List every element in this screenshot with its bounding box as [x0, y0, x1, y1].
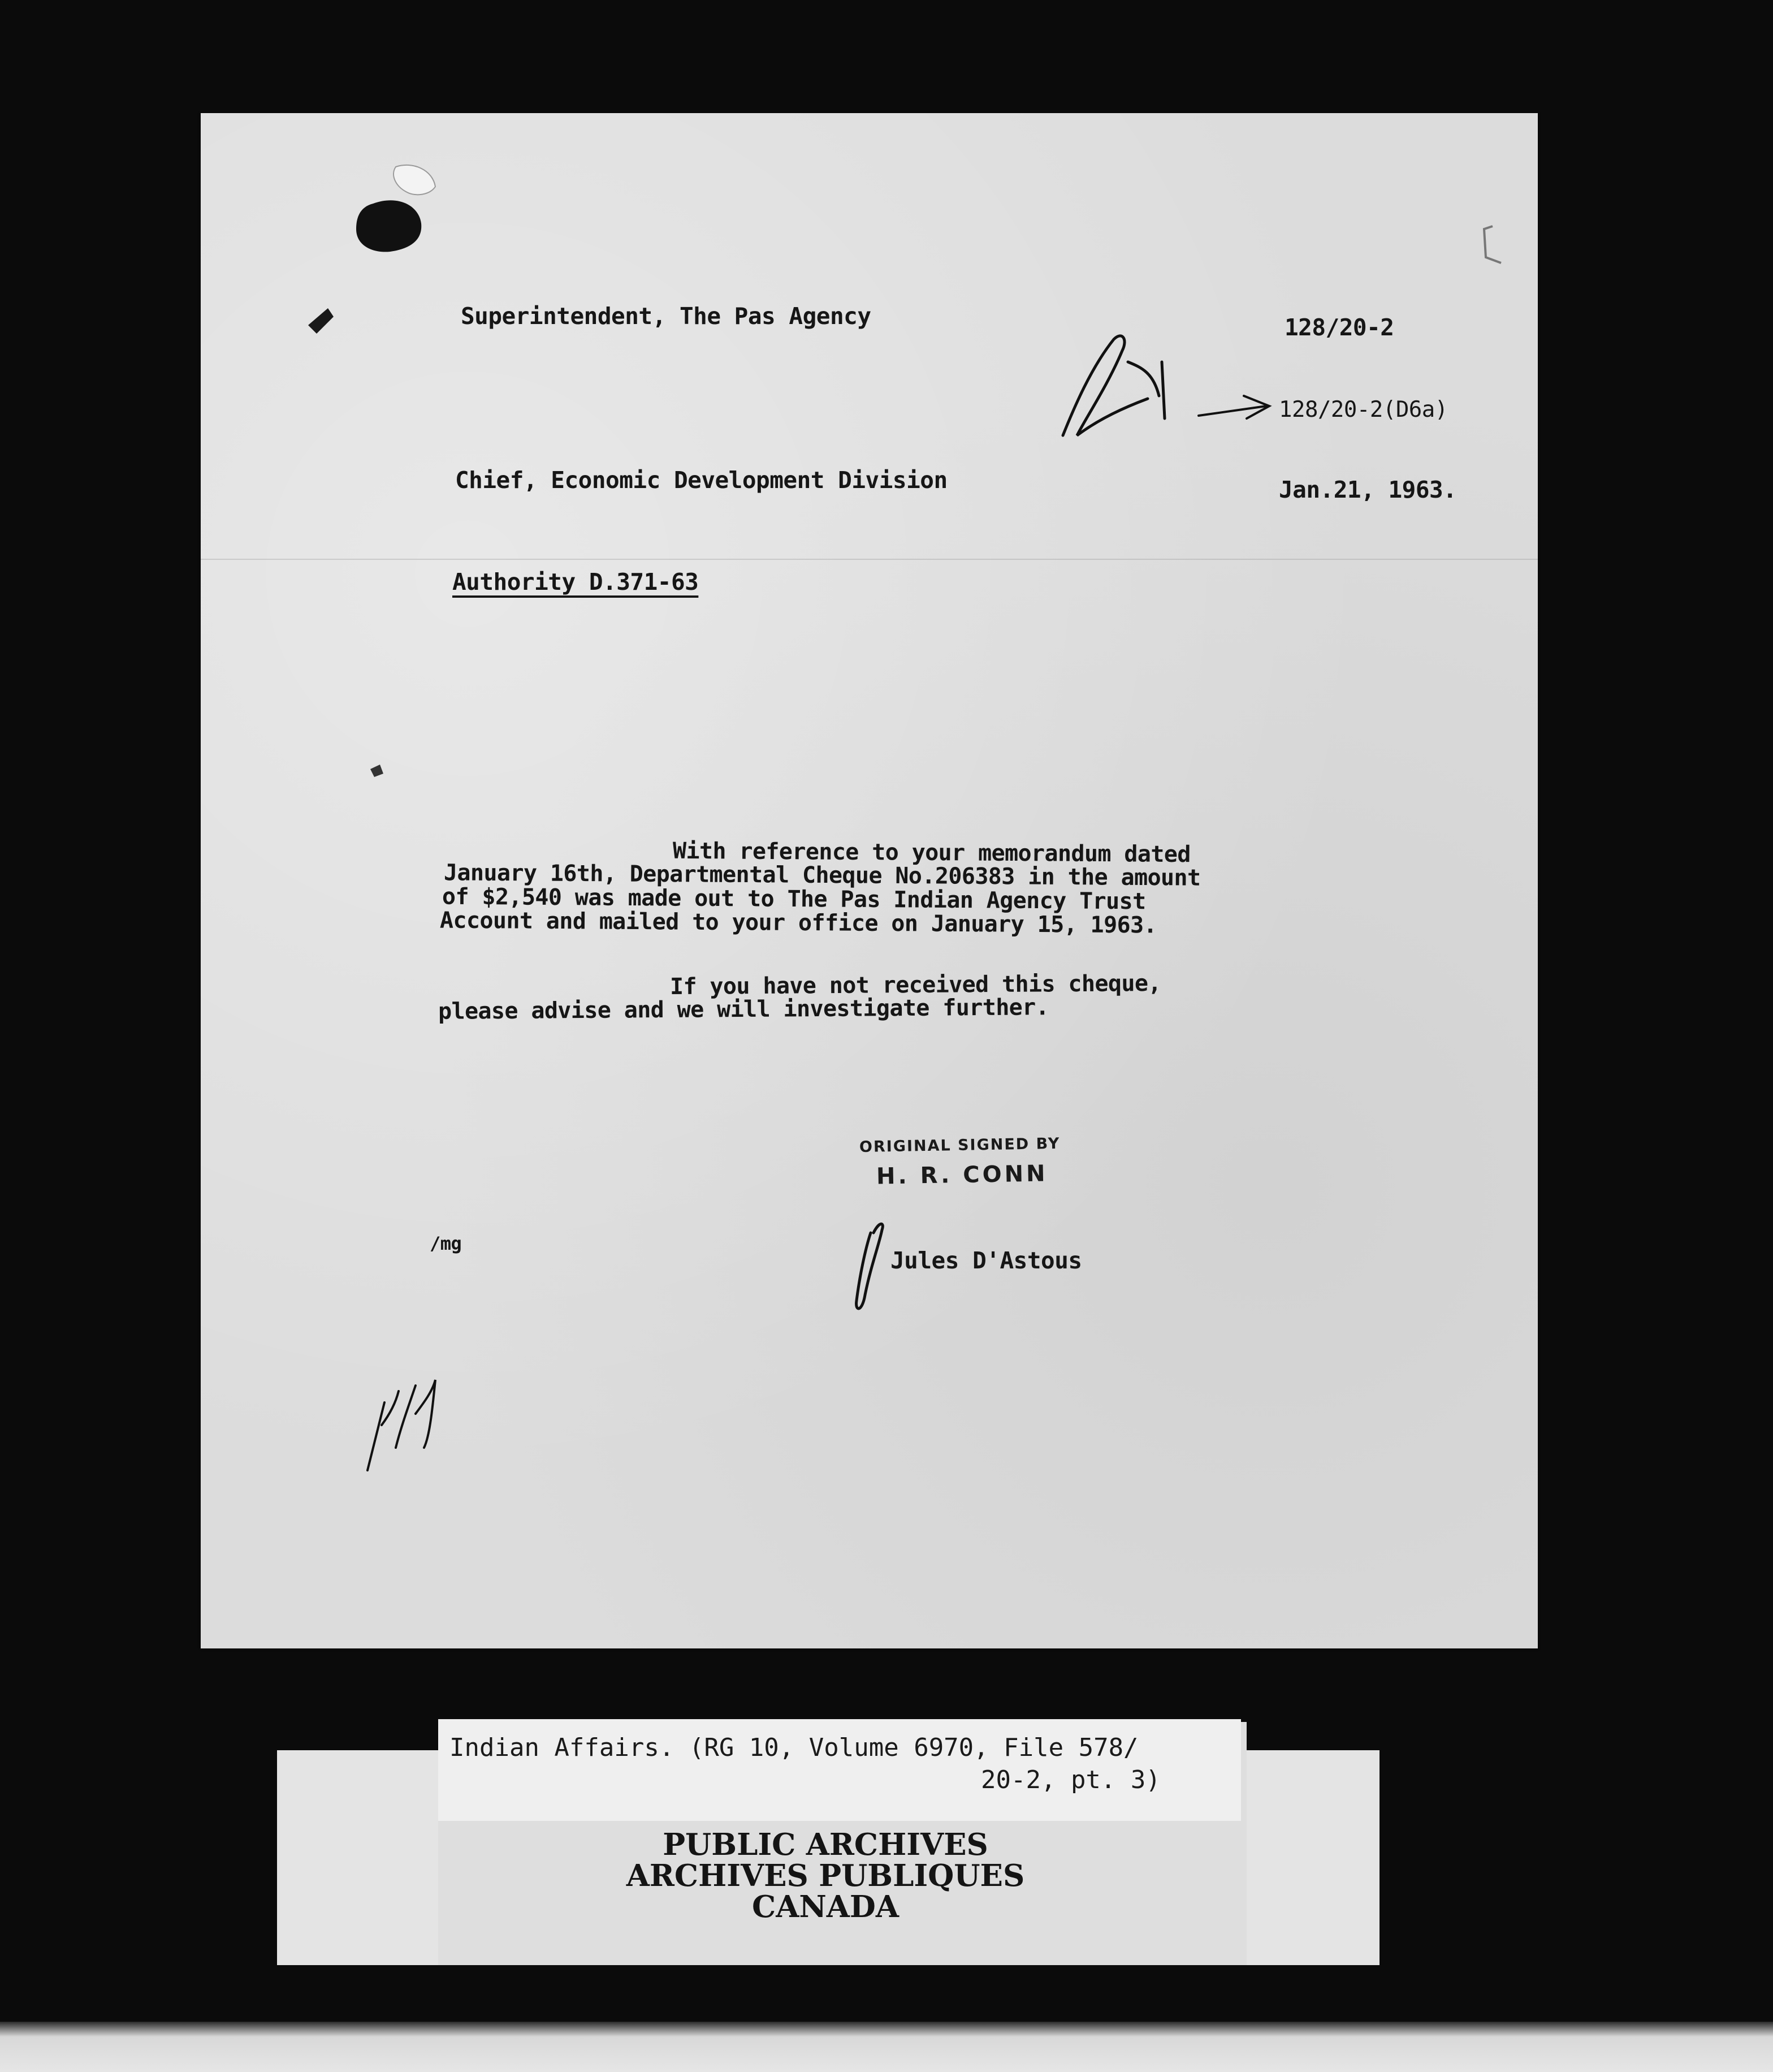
file-number-handwritten: 128/20-2(D6a)	[1279, 397, 1448, 422]
paragraph-2-line-2: please advise and we will investigate further.	[438, 994, 1049, 1025]
paragraph-1-line-3: of $2,540 was made out to The Pas Indian Agency Trust	[442, 883, 1146, 915]
citation-line-1: Indian Affairs. (RG 10, Volume 6970, File 578/	[449, 1733, 1139, 1762]
memo-to: Superintendent, The Pas Agency	[461, 303, 871, 330]
archives-stamp	[554, 1829, 1097, 1923]
film-bottom-edge	[0, 2022, 1773, 2072]
memo-date: Jan.21, 1963.	[1279, 476, 1457, 503]
archives-stamp-line-1: PUBLIC ARCHIVES	[663, 1827, 988, 1862]
file-number: 128/20-2	[1285, 314, 1394, 341]
citation-line-2: 20-2, pt. 3)	[981, 1765, 1161, 1794]
signatory-name: Jules D'Astous	[890, 1247, 1082, 1274]
paragraph-1-line-2: January 16th, Departmental Cheque No.206383 in the amount	[443, 860, 1201, 891]
signed-stamp-line-2: H. R. CONN	[876, 1160, 1048, 1190]
signed-stamp-line-1: ORIGINAL SIGNED BY	[859, 1134, 1061, 1156]
authority-reference: Authority D.371-63	[452, 568, 699, 595]
paragraph-1-line-1: With reference to your memorandum dated	[672, 838, 1191, 868]
archives-stamp-line-3: CANADA	[752, 1889, 899, 1924]
memo-from: Chief, Economic Development Division	[455, 467, 948, 494]
typist-initials: /mg	[430, 1233, 462, 1254]
fold-line	[201, 559, 1538, 560]
paragraph-2-line-1: If you have not received this cheque,	[669, 970, 1161, 1000]
archives-stamp-line-2: ARCHIVES PUBLIQUES	[626, 1858, 1025, 1893]
paragraph-1-line-4: Account and mailed to your office on January 15, 1963.	[439, 907, 1157, 939]
